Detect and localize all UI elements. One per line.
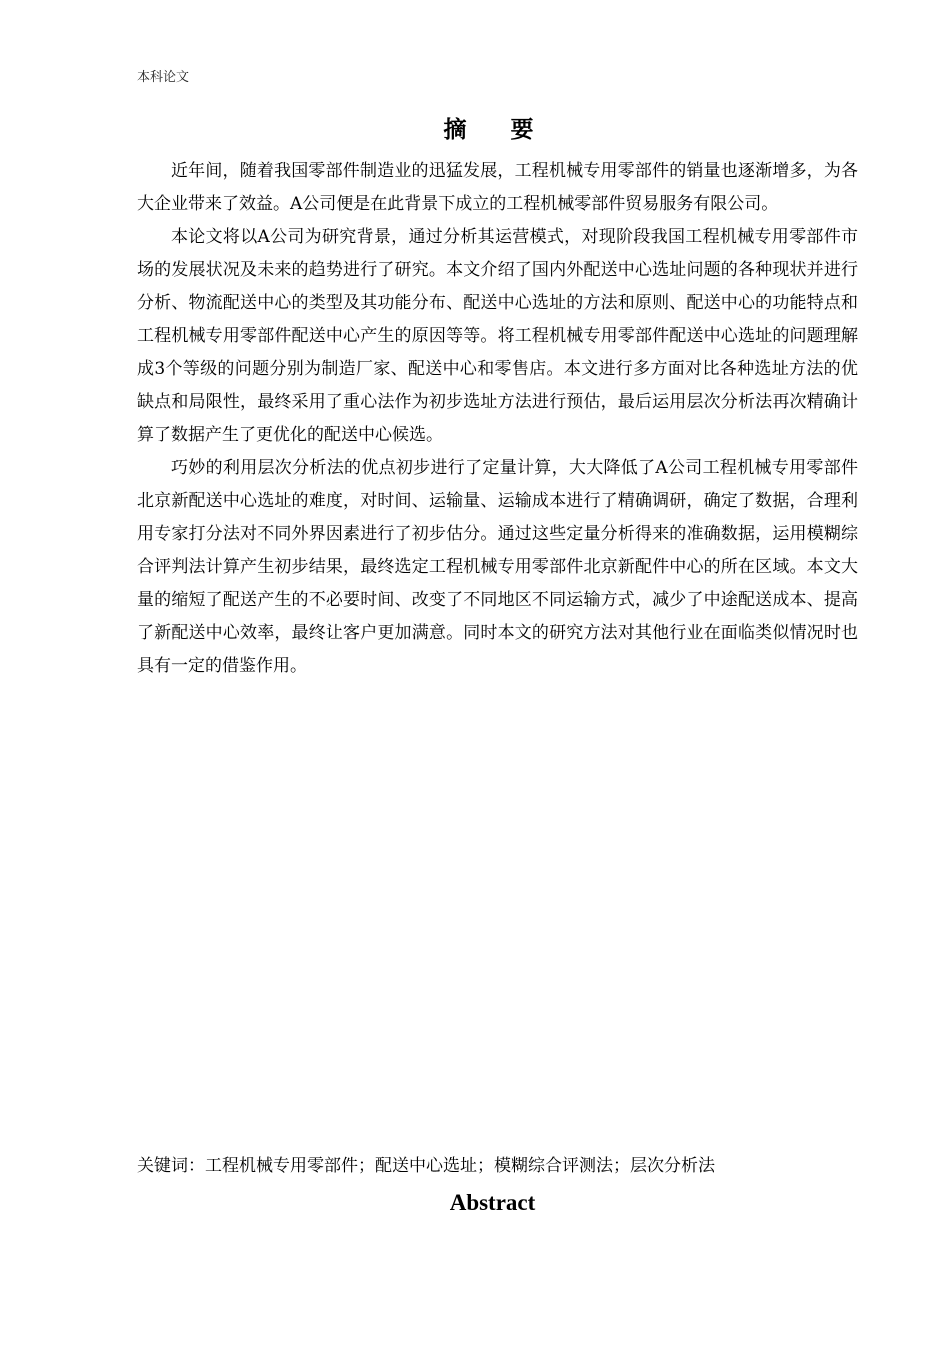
abstract-title: 摘 要 [443, 117, 552, 143]
abstract-paragraph-1: 近年间，随着我国零部件制造业的迅猛发展，工程机械专用零部件的销量也逐渐增多，为各大企业带来了效益。A公司便是在此背景下成立的工程机械零部件贸易服务有限公司。 [137, 161, 858, 214]
keywords-label: 关键词： [137, 1156, 205, 1176]
abstract-body [137, 155, 858, 683]
abstract-paragraph-2: 本论文将以A公司为研究背景，通过分析其运营模式，对现阶段我国工程机械专用零部件市场的发展状况及未来的趋势进行了研究。本文介绍了国内外配送中心选址问题的各种现状并进行分析、物流配送中心的类型及其功能分布、配送中心选址的方法和原则、配送中心的功能特点和工程机械专用零部件配送中心产生的原因等等。将工程机械专用零部件配送中心选址的问题理解成3个等级的问题分别为制造厂家、配送中心和零售店。本文进行多方面对比各种选址方法的优缺点和局限性，最终采用了重心法作为初步选址方法进行预估，最后运用层次分析法再次精确计算了数据产生了更优化的配送中心候选。 [137, 227, 858, 445]
abstract-paragraph-3: 巧妙的利用层次分析法的优点初步进行了定量计算，大大降低了A公司工程机械专用零部件北京新配送中心选址的难度，对时间、运输量、运输成本进行了精确调研，确定了数据，合理利用专家打分法对不同外界因素进行了初步估分。通过这些定量分析得来的准确数据，运用模糊综合评判法计算产生初步结果，最终选定工程机械专用零部件北京新配件中心的所在区域。本文大量的缩短了配送产生的不必要时间、改变了不同地区不同运输方式，减少了中途配送成本、提高了新配送中心效率，最终让客户更加满意。同时本文的研究方法对其他行业在面临类似情况时也具有一定的借鉴作用。 [137, 458, 858, 676]
keywords-text: 工程机械专用零部件；配送中心选址；模糊综合评测法；层次分析法 [205, 1156, 715, 1176]
running-header: 本科论文 [137, 70, 190, 85]
english-abstract-title: Abstract [449, 1190, 536, 1215]
keywords-line [137, 1154, 858, 1178]
